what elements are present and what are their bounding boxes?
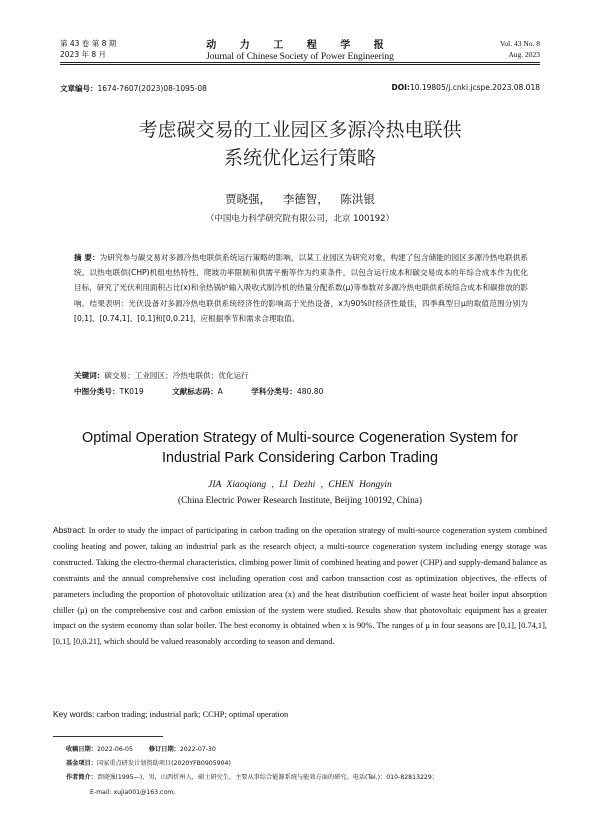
header-volume-en xyxy=(500,38,540,60)
title-cn-line2: 系统优化运行策略 xyxy=(223,147,376,169)
abstract-en-label: Abstract: xyxy=(53,525,87,535)
clc-label: 中图分类号： xyxy=(74,387,120,396)
footnote-dates xyxy=(66,745,546,754)
affiliation-cn: （中国电力科学研究院有限公司，北京 100192） xyxy=(205,214,395,224)
title-en xyxy=(0,428,600,468)
abstract-en-text: In order to study the impact of participating in carbon trading on the operation strategy of multi-source cogeneration system combined cooling heating and power, taking an industrial park as the research object, a multi-source cogeneration system including energy storage was constructed. Taking the electro-thermal characteristics, climbing power limit of combined heating and power (CHP) and supply-demand balance as constraints and the annual comprehensive cost including operation cost and carbon transaction cost as optimization objectives, the effects of parameters including the proportion of photovoltaic utilization area (x) and the heat distribution coefficient of waste heat boiler input absorption chiller (μ) on the comprehensive cost and carbon emission of the system were studied. Results show that photovoltaic equipment has a greater impact on the system economy than solar boiler. The best economy is obtained when x is 90%. The ranges of μ in four seasons are [0,1], [0.74,1], [0,1], [0,0.21], which should be valued reasonably according to season and demand. xyxy=(53,526,547,647)
article-number-value: 1674-7607(2023)08-1095-08 xyxy=(97,84,207,93)
classification-cn xyxy=(74,386,528,397)
subject-label: 学科分类号： xyxy=(251,387,297,396)
title-en-line2: Industrial Park Considering Carbon Trading xyxy=(162,450,438,466)
subject-value: 480.80 xyxy=(296,387,324,396)
revised-date: 2022-07-30 xyxy=(179,746,216,753)
affiliation-en: (China Electric Power Research Institute, Beijing 100192, China) xyxy=(178,496,422,506)
journal-name-en: Journal of Chinese Society of Power Engineering xyxy=(206,52,394,62)
keywords-en xyxy=(53,709,547,719)
fund-text: 国家重点研发计划资助项目(2020YFB0905904) xyxy=(96,760,231,767)
clc-value: TK019 xyxy=(119,387,144,396)
authors-en: JIA Xiaoqiang , LI Dezhi , CHEN Hongyin xyxy=(208,480,392,490)
abstract-en xyxy=(53,523,547,650)
authors-cn: 贾晓强， 李德智， 陈洪银 xyxy=(225,192,375,206)
received-label: 收稿日期： xyxy=(66,746,97,753)
revised-label: 修订日期： xyxy=(148,746,180,753)
doc-code-value: A xyxy=(217,387,223,396)
footnote-author xyxy=(66,773,546,782)
title-cn-line1: 考虑碳交易的工业园区多源冷热电联供 xyxy=(138,119,462,141)
article-number-label: 文章编号： xyxy=(60,84,98,93)
footnote-email: E-mail: xujia001@163.com。 xyxy=(90,789,180,796)
header-rule-thick xyxy=(60,62,540,63)
header-volume-cn-text: 第 43 卷 第 8 期 xyxy=(60,39,117,48)
abstract-cn-text: 为研究参与碳交易对多源冷热电联供系统运行策略的影响，以某工业园区为研究对象，构建了包含储能的园区多源冷热电联供系统。以热电联供(CHP)机组电热特性、爬坡功率限制和供需平衡等作为约束条件，以包含运行成本和碳交易成本的年综合成本作为优化目标，研究了光伏利用面积占比(x)和余热锅炉输入吸收式制冷机的热量分配系数(μ)等参数对多源冷热电联供系统综合成本和碳排放的影响。结果表明：光伏设备对多源冷热电联供系统经济性的影响高于光热设备，x为90%时经济性最佳，四季典型日μ的取值范围分别为[0,1]、[0.74,1]、[0,1]和[0,0.21]，应根据季节和需求合理取值。 xyxy=(74,253,529,323)
doi-label: DOI: xyxy=(391,83,410,92)
author-bio-text: 贾晓强(1995—)，男，山西忻州人，硕士研究生，主要从事综合能源系统与能效方面的研究。电话(Tel.)：010-82813229； xyxy=(96,774,438,781)
keywords-cn xyxy=(74,370,528,381)
keywords-cn-text: 碳交易；工业园区；冷热电联供；优化运行 xyxy=(104,371,249,380)
abstract-cn-label: 摘 要： xyxy=(74,253,100,262)
journal-name-cn: 动 力 工 程 学 报 xyxy=(206,40,394,51)
doi xyxy=(392,83,540,92)
title-en-line1: Optimal Operation Strategy of Multi-source Cogeneration System for xyxy=(82,430,518,446)
footnote-fund xyxy=(66,759,546,768)
footnote-rule xyxy=(53,736,163,737)
keywords-en-text: carbon trading; industrial park; CCHP; optimal operation xyxy=(94,710,289,719)
keywords-en-label: Key words: xyxy=(53,709,95,719)
abstract-cn xyxy=(74,250,528,326)
doc-code-label: 文献标志码： xyxy=(172,387,218,396)
header-volume-en-text: Vol. 43 No. 8 xyxy=(499,39,540,48)
doi-value: 10.19805/j.cnki.jcspe.2023.08.018 xyxy=(409,83,540,92)
header-date-cn: 2023 年 8 月 xyxy=(60,50,107,59)
fund-label: 基金项目： xyxy=(66,760,97,767)
header-rule-thin xyxy=(60,64,540,65)
keywords-cn-label: 关键词： xyxy=(74,371,105,380)
title-cn xyxy=(0,116,600,172)
header-date-en: Aug. 2023 xyxy=(508,50,540,59)
received-date: 2022-06-05 xyxy=(96,746,133,753)
article-number xyxy=(60,83,207,94)
author-bio-label: 作者简介： xyxy=(66,774,97,781)
